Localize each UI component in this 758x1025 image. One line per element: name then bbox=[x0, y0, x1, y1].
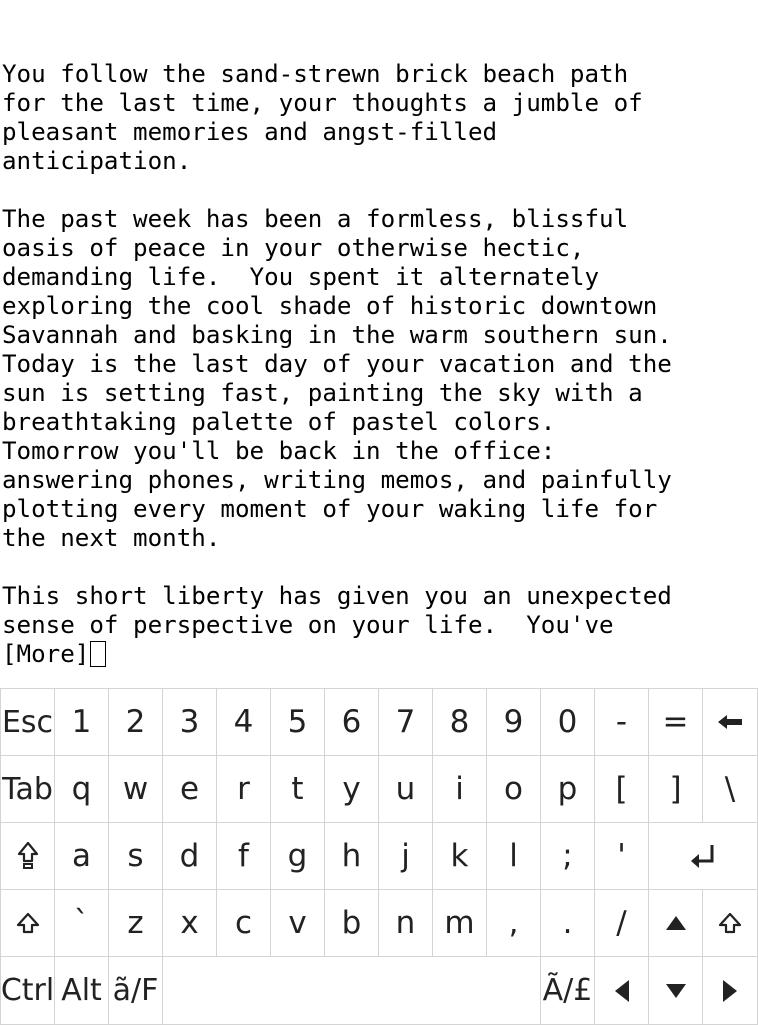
arrow-down-icon bbox=[664, 982, 688, 1000]
key-label: 9 bbox=[503, 704, 524, 740]
key-label: n bbox=[395, 905, 416, 941]
key-y[interactable] bbox=[325, 756, 379, 823]
story-line: The past week has been a formless, blissful bbox=[2, 205, 629, 233]
key-label: 3 bbox=[179, 704, 200, 740]
key-label: z bbox=[127, 905, 144, 941]
key-right-bracket[interactable] bbox=[649, 756, 703, 823]
key-shift-left[interactable] bbox=[0, 890, 55, 957]
key-label: \ bbox=[724, 771, 736, 807]
story-text bbox=[2, 60, 672, 669]
key-label: y bbox=[342, 771, 361, 807]
key-f[interactable] bbox=[217, 823, 271, 890]
key-3[interactable] bbox=[163, 689, 217, 756]
key-label: Ã/£ bbox=[542, 973, 593, 1008]
story-line: This short liberty has given you an unexpected bbox=[2, 582, 672, 610]
key-label: 5 bbox=[287, 704, 308, 740]
key-label: m bbox=[444, 905, 475, 941]
key-arrow-up[interactable] bbox=[649, 890, 703, 957]
story-line: anticipation. bbox=[2, 147, 192, 175]
story-line: the next month. bbox=[2, 524, 221, 552]
key-c[interactable] bbox=[217, 890, 271, 957]
key-backslash[interactable] bbox=[703, 756, 758, 823]
key-m[interactable] bbox=[433, 890, 487, 957]
key-left-bracket[interactable] bbox=[595, 756, 649, 823]
key-q[interactable] bbox=[55, 756, 109, 823]
key-label: ' bbox=[617, 838, 626, 874]
key-2[interactable] bbox=[109, 689, 163, 756]
key-label: j bbox=[401, 838, 410, 874]
key-h[interactable] bbox=[325, 823, 379, 890]
key-shift-right[interactable] bbox=[703, 890, 758, 957]
key-minus[interactable] bbox=[595, 689, 649, 756]
key-label: [ bbox=[615, 771, 628, 807]
key-label: i bbox=[455, 771, 464, 807]
key-label: d bbox=[179, 838, 200, 874]
key-k[interactable] bbox=[433, 823, 487, 890]
key-label: 4 bbox=[233, 704, 254, 740]
key-arrow-left[interactable] bbox=[595, 957, 649, 1025]
key-o[interactable] bbox=[487, 756, 541, 823]
story-line: demanding life. You spent it alternately bbox=[2, 263, 600, 291]
key-label: t bbox=[291, 771, 304, 807]
key-z[interactable] bbox=[109, 890, 163, 957]
more-prompt[interactable]: [More] bbox=[2, 640, 90, 668]
key-label: 7 bbox=[395, 704, 416, 740]
key-u[interactable] bbox=[379, 756, 433, 823]
key-alt[interactable] bbox=[55, 957, 109, 1025]
key-comma[interactable] bbox=[487, 890, 541, 957]
text-cursor bbox=[90, 641, 106, 667]
key-arrow-down[interactable] bbox=[649, 957, 703, 1025]
key-label: 2 bbox=[125, 704, 146, 740]
key-label: p bbox=[557, 771, 578, 807]
key-enter[interactable] bbox=[649, 823, 758, 890]
key-equals[interactable] bbox=[649, 689, 703, 756]
key-ctrl[interactable] bbox=[0, 957, 55, 1025]
key-backspace[interactable] bbox=[703, 689, 758, 756]
story-line: Today is the last day of your vacation and the bbox=[2, 350, 672, 378]
key-label: - bbox=[615, 704, 628, 740]
key-label: g bbox=[287, 838, 308, 874]
key-label: 8 bbox=[449, 704, 470, 740]
key-label: Ctrl bbox=[0, 973, 55, 1008]
key-s[interactable] bbox=[109, 823, 163, 890]
key-label: Alt bbox=[61, 973, 102, 1008]
story-line: Tomorrow you'll be back in the office: bbox=[2, 437, 556, 465]
key-label: 1 bbox=[71, 704, 92, 740]
shift-icon bbox=[16, 911, 40, 935]
caps-lock-icon bbox=[17, 841, 39, 871]
key-backtick[interactable] bbox=[55, 890, 109, 957]
key-v[interactable] bbox=[271, 890, 325, 957]
key-l[interactable] bbox=[487, 823, 541, 890]
key-label: . bbox=[562, 905, 573, 941]
story-line: exploring the cool shade of historic downtown bbox=[2, 292, 658, 320]
key-period[interactable] bbox=[541, 890, 595, 957]
key-label: k bbox=[450, 838, 469, 874]
key-semicolon[interactable] bbox=[541, 823, 595, 890]
key-6[interactable] bbox=[325, 689, 379, 756]
key-label: u bbox=[395, 771, 416, 807]
key-label: ] bbox=[669, 771, 682, 807]
key-x[interactable] bbox=[163, 890, 217, 957]
key-label: 6 bbox=[341, 704, 362, 740]
shift-icon bbox=[718, 911, 742, 935]
key-label: Tab bbox=[2, 771, 53, 807]
story-line: You follow the sand-strewn brick beach path bbox=[2, 60, 629, 88]
key-apostrophe[interactable] bbox=[595, 823, 649, 890]
key-i[interactable] bbox=[433, 756, 487, 823]
key-a[interactable] bbox=[55, 823, 109, 890]
key-label: a bbox=[72, 838, 91, 874]
key-label: , bbox=[508, 905, 519, 941]
story-line: oasis of peace in your otherwise hectic, bbox=[2, 234, 585, 262]
key-b[interactable] bbox=[325, 890, 379, 957]
arrow-left-icon bbox=[613, 978, 631, 1004]
key-9[interactable] bbox=[487, 689, 541, 756]
key-label: = bbox=[662, 704, 689, 740]
key-label: l bbox=[509, 838, 518, 874]
backspace-icon bbox=[716, 713, 744, 731]
story-line: sun is setting fast, painting the sky with a bbox=[2, 379, 643, 407]
key-7[interactable] bbox=[379, 689, 433, 756]
enter-icon bbox=[688, 841, 718, 871]
key-g[interactable] bbox=[271, 823, 325, 890]
on-screen-keyboard bbox=[0, 688, 758, 1024]
key-label: / bbox=[616, 905, 627, 941]
key-label: o bbox=[504, 771, 523, 807]
story-line: sense of perspective on your life. You've bbox=[2, 611, 614, 639]
key-label: q bbox=[71, 771, 92, 807]
story-line: breathtaking palette of pastel colors. bbox=[2, 408, 556, 436]
key-d[interactable] bbox=[163, 823, 217, 890]
key-e[interactable] bbox=[163, 756, 217, 823]
key-charset-lower[interactable] bbox=[109, 957, 163, 1025]
story-line: answering phones, writing memos, and painfully bbox=[2, 466, 672, 494]
arrow-up-icon bbox=[664, 914, 688, 932]
key-1[interactable] bbox=[55, 689, 109, 756]
key-t[interactable] bbox=[271, 756, 325, 823]
key-0[interactable] bbox=[541, 689, 595, 756]
key-8[interactable] bbox=[433, 689, 487, 756]
key-label: s bbox=[127, 838, 144, 874]
key-label: x bbox=[180, 905, 199, 941]
key-caps-lock[interactable] bbox=[0, 823, 55, 890]
key-n[interactable] bbox=[379, 890, 433, 957]
key-r[interactable] bbox=[217, 756, 271, 823]
key-j[interactable] bbox=[379, 823, 433, 890]
key-label: Esc bbox=[1, 704, 54, 740]
key-label: 0 bbox=[557, 704, 578, 740]
key-label: ` bbox=[73, 905, 90, 941]
story-body bbox=[2, 60, 672, 639]
key-p[interactable] bbox=[541, 756, 595, 823]
key-arrow-right[interactable] bbox=[703, 957, 758, 1025]
key-space[interactable] bbox=[163, 957, 541, 1025]
key-tab[interactable] bbox=[0, 756, 55, 823]
key-esc[interactable] bbox=[0, 689, 55, 756]
key-label: f bbox=[238, 838, 249, 874]
key-4[interactable] bbox=[217, 689, 271, 756]
key-5[interactable] bbox=[271, 689, 325, 756]
story-line: plotting every moment of your waking life for bbox=[2, 495, 658, 523]
story-line: pleasant memories and angst-filled bbox=[2, 118, 498, 146]
story-line: for the last time, your thoughts a jumble of bbox=[2, 89, 643, 117]
key-label: c bbox=[234, 905, 253, 941]
key-label: ã/F bbox=[112, 973, 159, 1008]
arrow-right-icon bbox=[721, 978, 739, 1004]
key-charset-upper[interactable] bbox=[541, 957, 595, 1025]
key-label: w bbox=[122, 771, 149, 807]
key-slash[interactable] bbox=[595, 890, 649, 957]
key-label: r bbox=[237, 771, 250, 807]
key-label: ; bbox=[562, 838, 573, 874]
key-label: h bbox=[341, 838, 362, 874]
key-w[interactable] bbox=[109, 756, 163, 823]
key-label: v bbox=[288, 905, 307, 941]
story-line: Savannah and basking in the warm southern sun. bbox=[2, 321, 672, 349]
key-label: e bbox=[179, 771, 200, 807]
key-label: b bbox=[341, 905, 362, 941]
